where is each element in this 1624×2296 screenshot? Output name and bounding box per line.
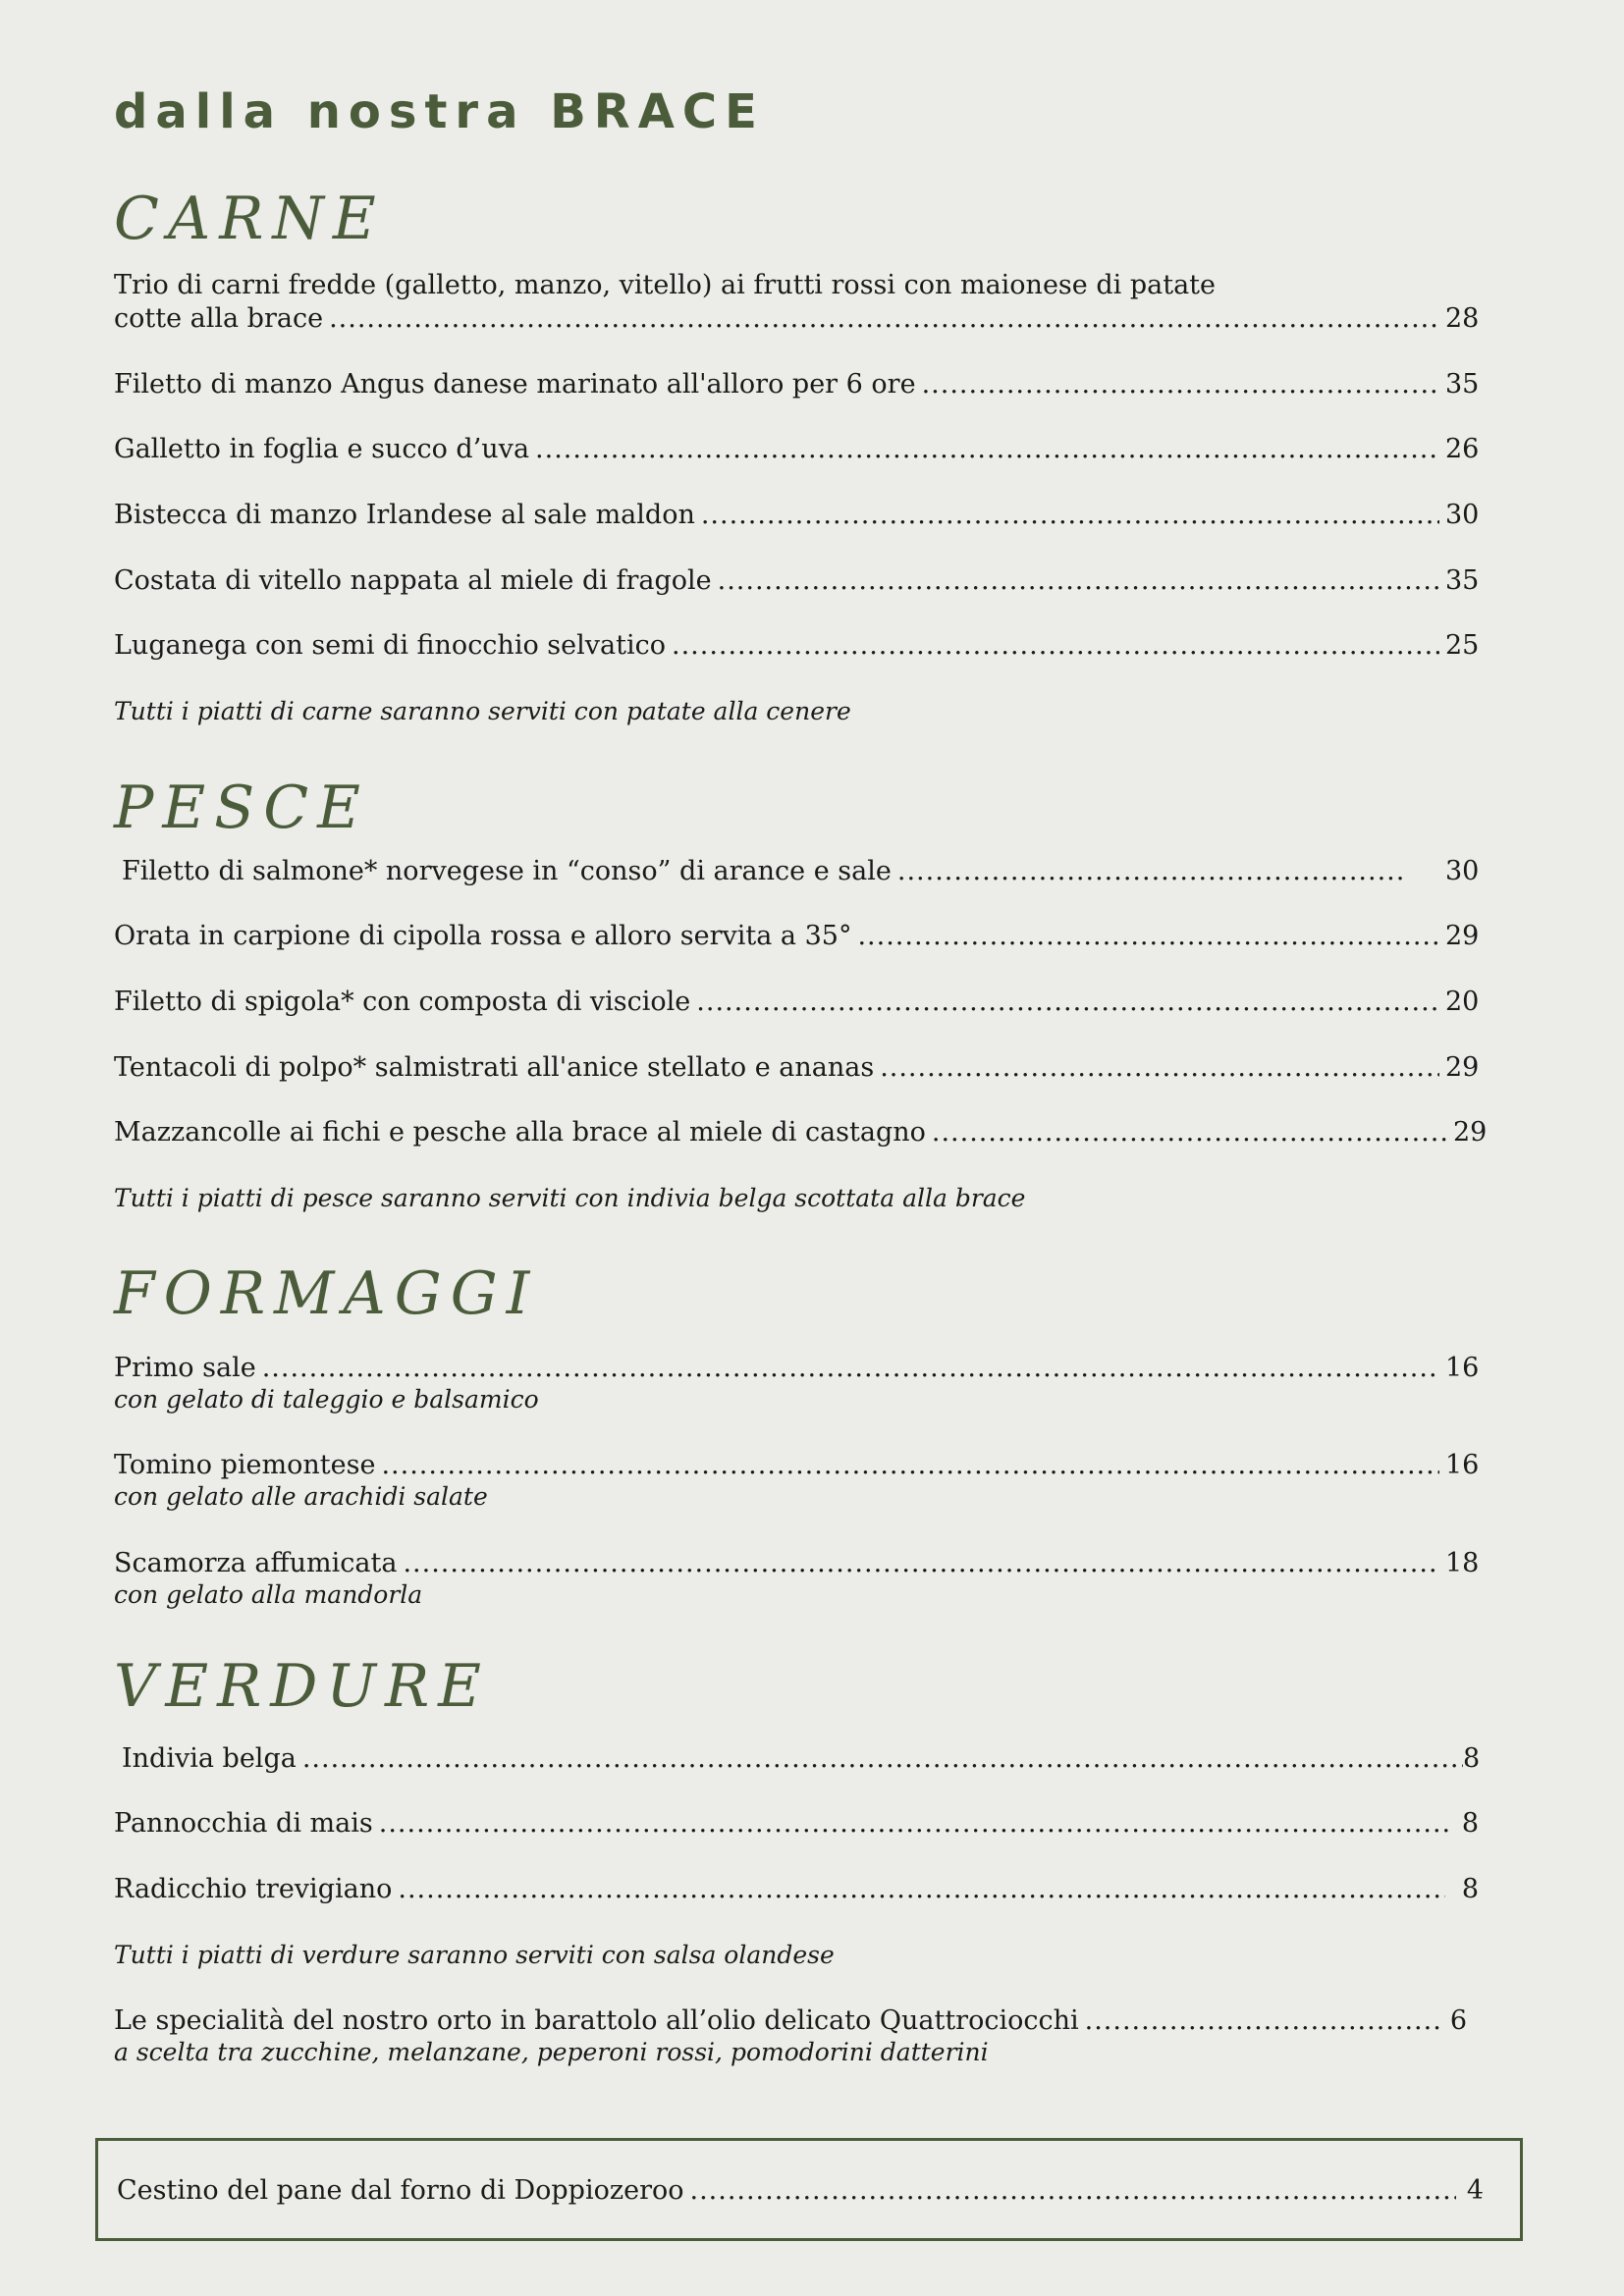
item-price: 30 <box>1445 500 1480 530</box>
menu-item <box>114 986 1479 1019</box>
item-name: Primo sale <box>114 1353 256 1383</box>
item-price: 16 <box>1445 1450 1480 1480</box>
item-price: 16 <box>1445 1353 1480 1383</box>
item-name: Radicchio trevigiano <box>114 1874 393 1904</box>
item-price: 35 <box>1445 565 1480 596</box>
menu-item <box>114 499 1479 532</box>
menu-item <box>114 920 1479 953</box>
dot-leader <box>718 564 1439 598</box>
dot-leader <box>262 1352 1439 1385</box>
dot-leader <box>379 1807 1451 1841</box>
item-name: Indivia belga <box>122 1743 297 1774</box>
item-price: 4 <box>1466 2175 1484 2206</box>
item-price: 26 <box>1445 434 1480 464</box>
dot-leader <box>857 920 1439 953</box>
section-note: Tutti i piatti di pesce saranno serviti con indivia belga scottata alla brace <box>114 1184 1026 1212</box>
dot-leader <box>932 1116 1447 1149</box>
menu-item <box>114 1449 1479 1512</box>
menu-item <box>114 629 1479 663</box>
item-price: 30 <box>1445 856 1480 886</box>
item-name: Pannocchia di mais <box>114 1808 373 1839</box>
menu-item <box>114 1352 1479 1415</box>
item-name: Filetto di spigola* con composta di visciole <box>114 987 691 1017</box>
item-description: con gelato alle arachidi salate <box>114 1482 488 1511</box>
item-name: Scamorza affumicata <box>114 1548 398 1578</box>
dot-leader <box>922 368 1439 401</box>
menu-item <box>114 433 1479 466</box>
item-description: con gelato alla mandorla <box>114 1580 423 1609</box>
dot-leader <box>302 1742 1463 1776</box>
dot-leader <box>535 433 1439 466</box>
item-price: 20 <box>1445 987 1480 1017</box>
menu-item <box>114 855 1479 888</box>
item-name: Tentacoli di polpo* salmistrati all'anice stellato e ananas <box>114 1052 875 1083</box>
item-price: 8 <box>1461 1808 1479 1839</box>
item-name: Orata in carpione di cipolla rossa e alloro servita a 35° <box>114 921 852 951</box>
menu-item <box>114 1807 1479 1841</box>
menu-item <box>117 2174 1484 2208</box>
menu-item <box>114 1742 1479 1776</box>
menu-item <box>114 1116 1487 1149</box>
section-note: Tutti i piatti di carne saranno serviti con patate alla cenere <box>114 697 851 725</box>
dot-leader <box>1085 2004 1439 2038</box>
menu-item <box>114 564 1479 598</box>
item-name: Costata di vitello nappata al miele di fragole <box>114 565 712 596</box>
dot-leader <box>696 986 1439 1019</box>
bread-box <box>95 2138 1523 2241</box>
item-price: 29 <box>1453 1117 1488 1148</box>
dot-leader <box>880 1051 1439 1085</box>
section-heading-verdure: VERDURE <box>114 1652 490 1721</box>
item-description: a scelta tra zucchine, melanzane, peperoni rossi, pomodorini datterini <box>114 2038 989 2066</box>
item-description: con gelato di taleggio e balsamico <box>114 1385 539 1414</box>
section-note: Tutti i piatti di verdure saranno serviti con salsa olandese <box>114 1941 835 1969</box>
menu-item <box>114 2004 1467 2067</box>
dot-leader <box>672 629 1439 663</box>
item-name: Galletto in foglia e succo d’uva <box>114 434 530 464</box>
item-price: 29 <box>1445 921 1480 951</box>
menu-item <box>114 1547 1479 1610</box>
item-price: 8 <box>1463 1743 1481 1774</box>
menu-item <box>114 368 1479 401</box>
section-heading-carne: CARNE <box>114 185 385 253</box>
item-name: Mazzancolle ai fichi e pesche alla brace al miele di castagno <box>114 1117 926 1148</box>
dot-leader <box>381 1449 1439 1482</box>
item-name: cotte alla brace <box>114 303 324 334</box>
item-price: 35 <box>1445 369 1480 400</box>
dot-leader <box>403 1547 1439 1580</box>
item-name: Cestino del pane dal forno di Doppiozeroo <box>117 2175 684 2206</box>
item-name: Le specialità del nostro orto in barattolo all’olio delicato Quattrociocchi <box>114 2005 1079 2036</box>
item-name: Bistecca di manzo Irlandese al sale maldon <box>114 500 695 530</box>
item-name: Luganega con semi di finocchio selvatico <box>114 630 666 661</box>
dot-leader <box>329 302 1439 336</box>
page-title: dalla nostra BRACE <box>114 84 765 139</box>
item-price: 6 <box>1449 2005 1467 2036</box>
item-price: 29 <box>1445 1052 1480 1083</box>
item-name-line1: Trio di carni fredde (galletto, manzo, vitello) ai frutti rossi con maionese di patate <box>114 270 1217 300</box>
item-name: Filetto di salmone* norvegese in “conso” di arance e sale <box>122 856 892 886</box>
item-name: Tomino piemontese <box>114 1450 376 1480</box>
menu-item <box>114 269 1479 336</box>
item-price: 28 <box>1445 303 1480 334</box>
item-price: 8 <box>1461 1874 1479 1904</box>
menu-item <box>114 1873 1479 1906</box>
dot-leader <box>398 1873 1445 1906</box>
section-heading-formaggi: FORMAGGI <box>114 1259 539 1328</box>
item-price: 25 <box>1445 630 1480 661</box>
dot-leader <box>701 499 1439 532</box>
dot-leader <box>689 2174 1456 2208</box>
section-heading-pesce: PESCE <box>114 774 369 842</box>
dot-leader <box>897 855 1406 888</box>
item-price: 18 <box>1445 1548 1480 1578</box>
item-name: Filetto di manzo Angus danese marinato all'alloro per 6 ore <box>114 369 916 400</box>
menu-item <box>114 1051 1479 1085</box>
